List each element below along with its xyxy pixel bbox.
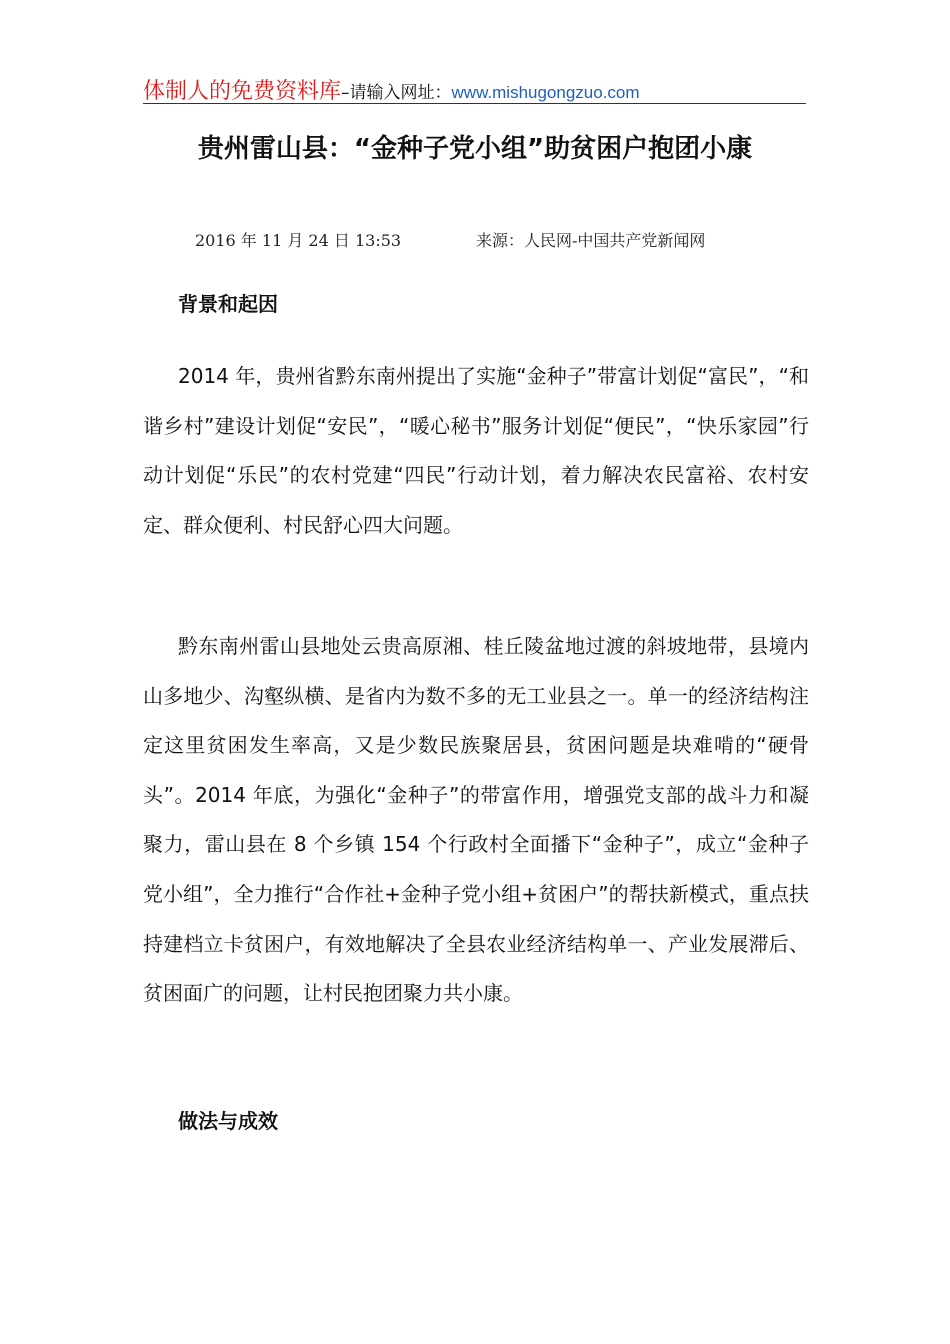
- site-url-link[interactable]: www.mishugongzuo.com: [451, 83, 640, 102]
- publish-date: 2016 年 11 月 24 日 13:53: [195, 231, 402, 250]
- header-divider: [143, 103, 806, 104]
- section-heading-background: 背景和起因: [178, 292, 278, 316]
- article-title: 贵州雷山县：“金种子党小组”助贫困户抱团小康: [197, 134, 753, 164]
- article-meta: [0, 228, 950, 252]
- body-paragraph: 黔东南州雷山县地处云贵高原湘、桂丘陵盆地过渡的斜坡地带，县境内山多地少、沟壑纵横、是省内为数不多的无工业县之一。单一的经济结构注定这里贫困发生率高，又是少数民族聚居县，贫困问题是块难啃的“硬骨头”。2014 年底，为强化“金种子”的带富作用，增强党支部的战斗力和凝聚力，雷山县在 8 个乡镇 154 个行政村全面播下“金种子”，成立“金种子党小组”，全力推行“合作社+金种子党小组+贫困户”的帮扶新模式，重点扶持建档立卡贫困户，有效地解决了全县农业经济结构单一、产业发展滞后、贫困面广的问题，让村民抱团聚力共小康。: [143, 634, 809, 1006]
- body-paragraph: 2014 年，贵州省黔东南州提出了实施“金种子”带富计划促“富民”，“和谐乡村”建设计划促“安民”，“暖心秘书”服务计划促“便民”，“快乐家园”行动计划促“乐民”的农村党建“四民”行动计划，着力解决农民富裕、农村安定、群众便利、村民舒心四大问题。: [143, 364, 809, 537]
- site-brand: 体制人的免费资料库: [143, 79, 342, 104]
- article-source: 来源：人民网-中国共产党新闻网: [476, 231, 706, 250]
- site-header: [143, 74, 806, 102]
- url-prompt: –请输入网址：: [341, 83, 452, 103]
- section-heading-methods: 做法与成效: [178, 1109, 278, 1133]
